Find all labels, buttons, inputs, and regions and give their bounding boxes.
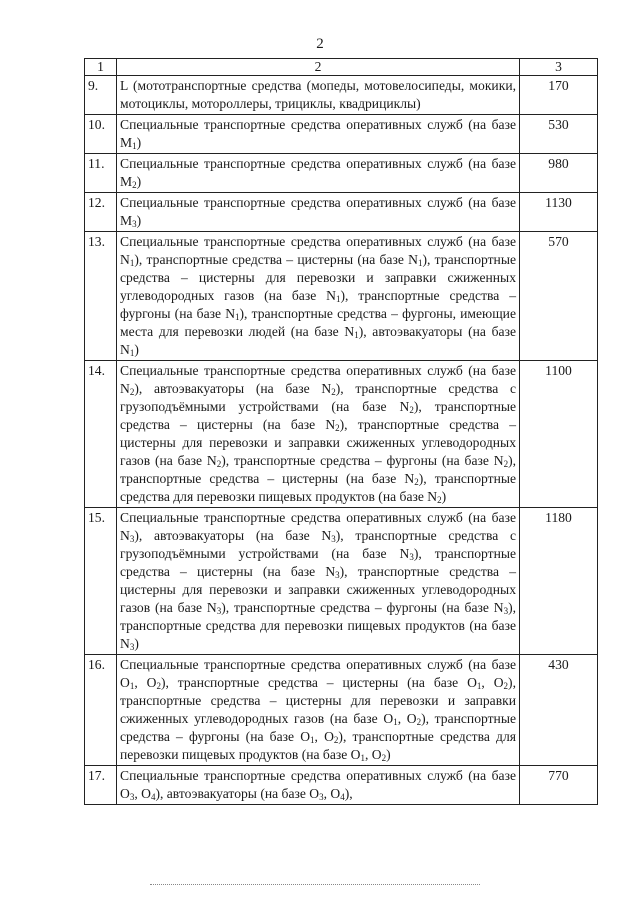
table-row <box>85 508 598 655</box>
table-row <box>85 115 598 154</box>
table-header-row <box>85 59 598 76</box>
row-number: 16. <box>85 655 117 766</box>
row-number: 9. <box>85 76 117 115</box>
row-value: 430 <box>520 655 598 766</box>
row-value: 980 <box>520 154 598 193</box>
vehicle-category-description: Специальные транспортные средства оперативных служб (на базе $M_3$) <box>117 193 520 232</box>
table-row <box>85 655 598 766</box>
vehicle-category-description: Специальные транспортные средства оперативных служб (на базе $M_2$) <box>117 154 520 193</box>
vehicle-category-description: Специальные транспортные средства оперативных служб (на базе $N_3$), автоэвакуаторы (на базе $N_3$), транспортные средства с грузоподъёмными устройствами (на базе $N_3$), транспортные средства – цистерны (на базе $N_3$), транспортные средства – цистерны для перевозки и заправки сжиженных углеводородных газов (на базе $N_3$), транспортные средства – фургоны (на базе $N_3$), транспортные средства для перевозки пищевых продуктов (на базе $N_3$) <box>117 508 520 655</box>
row-value: 530 <box>520 115 598 154</box>
footer-divider <box>150 884 480 885</box>
column-header: 1 <box>85 59 117 76</box>
vehicle-category-description: Специальные транспортные средства оперативных служб (на базе $M_1$) <box>117 115 520 154</box>
row-number: 14. <box>85 361 117 508</box>
row-value: 1100 <box>520 361 598 508</box>
page-number: 2 <box>316 36 324 52</box>
table-row <box>85 232 598 361</box>
row-value: 770 <box>520 766 598 805</box>
table-row <box>85 76 598 115</box>
tariff-table <box>84 58 598 805</box>
column-header: 3 <box>520 59 598 76</box>
row-value: 1180 <box>520 508 598 655</box>
table-row <box>85 154 598 193</box>
row-number: 15. <box>85 508 117 655</box>
vehicle-category-description: Специальные транспортные средства оперативных служб (на базе $N_2$), автоэвакуаторы (на базе $N_2$), транспортные средства с грузоподъёмными устройствами (на базе $N_2$), транспортные средства – цистерны (на базе $N_2$), транспортные средства – цистерны для перевозки и заправки сжиженных углеводородных газов (на базе $N_2$), транспортные средства – фургоны (на базе $N_2$), транспортные средства – цистерны (на базе $N_2$), транспортные средства для перевозки пищевых продуктов (на базе $N_2$) <box>117 361 520 508</box>
row-number: 12. <box>85 193 117 232</box>
row-number: 10. <box>85 115 117 154</box>
table-row <box>85 361 598 508</box>
row-number: 17. <box>85 766 117 805</box>
row-value: 1130 <box>520 193 598 232</box>
column-header: 2 <box>117 59 520 76</box>
table-body <box>85 76 598 805</box>
row-number: 11. <box>85 154 117 193</box>
vehicle-category-description: Специальные транспортные средства оперативных служб (на базе $O_3$, $O_4$), автоэвакуаторы (на базе $O_3$, $O_4$), <box>117 766 520 805</box>
vehicle-category-description: L (мототранспортные средства (мопеды, мотовелосипеды, мокики, мотоциклы, мотороллеры, трициклы, квадрициклы) <box>117 76 520 115</box>
vehicle-category-description: Специальные транспортные средства оперативных служб (на базе $O_1$, $O_2$), транспортные средства – цистерны (на базе $O_1$, $O_2$), транспортные средства – цистерны для перевозки и заправки сжиженных углеводородных газов (на базе $O_1$, $O_2$), транспортные средства – фургоны (на базе $O_1$, $O_2$), транспортные средства для перевозки пищевых продуктов (на базе $O_1$, $O_2$) <box>117 655 520 766</box>
table-row <box>85 193 598 232</box>
row-value: 170 <box>520 76 598 115</box>
vehicle-category-description: Специальные транспортные средства оперативных служб (на базе $N_1$), транспортные средства – цистерны (на базе $N_1$), транспортные средства – цистерны для перевозки и заправки сжиженных углеводородных газов (на базе $N_1$), транспортные средства – фургоны (на базе $N_1$), транспортные средства – фургоны, имеющие места для перевозки людей (на базе $N_1$), автоэвакуаторы (на базе $N_1$) <box>117 232 520 361</box>
row-number: 13. <box>85 232 117 361</box>
table-row <box>85 766 598 805</box>
row-value: 570 <box>520 232 598 361</box>
